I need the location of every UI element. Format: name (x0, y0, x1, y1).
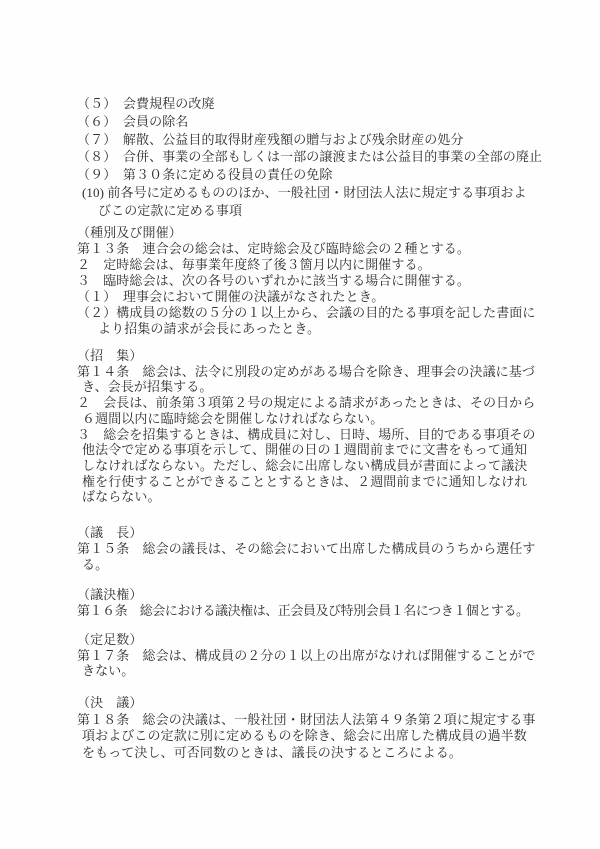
article-14-para-2-continuation: ６週間以内に臨時総会を開催しなければならない。 (82, 410, 384, 426)
item-5: （５） 会費規程の改廃 (77, 96, 215, 111)
item-8: （８） 合併、事業の全部もしくは一部の譲渡または公益目的事業の全部の廃止 (77, 149, 543, 165)
article-18-main: 第１８条 総会の決議は、一般社団・財団法人法第４９条第２項に規定する事 (77, 711, 536, 727)
article-14-main: 第１４条 総会は、法令に別段の定めがある場合を除き、理事会の決議に基づ (77, 363, 535, 379)
article-16-main: 第１６条 総会における議決権は、正会員及び特別会員１名につき１個とする。 (77, 603, 529, 618)
heading-chairperson: （議 長） (77, 525, 143, 540)
article-13-main: 第１３条 連合会の総会は、定時総会及び臨時総会の２種とする。 (77, 241, 471, 256)
article-13-item-2-continuation: より招集の請求が会長にあったとき。 (98, 321, 321, 336)
article-13-para-3: ３ 臨時総会は、次の各号のいずれかに該当する場合に開催する。 (77, 273, 471, 288)
item-6: （６） 会員の除名 (77, 113, 189, 129)
article-15-continuation: る。 (82, 557, 109, 572)
item-10: (10) 前各号に定めるもののほか、一般社団・財団法人法に規定する事項およ (82, 184, 527, 200)
section-chairperson (77, 525, 547, 573)
article-17-main: 第１７条 総会は、構成員の２分の１以上の出席がなければ開催することがで (77, 647, 536, 663)
article-18-continuation-2: をもって決し、可否同数のときは、議長の決するところによる。 (82, 744, 462, 760)
section-type-and-holding (77, 225, 547, 337)
section-quorum (77, 632, 547, 679)
item-7: （７） 解散、公益目的取得財産残額の贈与および残余財産の処分 (77, 131, 464, 147)
heading-convocation: （招 集） (77, 348, 143, 363)
item-9: （９） 第３０条に定める役員の責任の免除 (77, 167, 333, 183)
article-13-item-2: （２）構成員の総数の５分の１以上から、会議の目的たる事項を記した書面に (77, 305, 536, 320)
section-resolution (77, 695, 547, 761)
article-14-para-3-continuation-2: しなければならない。ただし、総会に出席しない構成員が書面によって議決 (82, 457, 528, 473)
article-14-para-3-continuation-1: 他法令で定める事項を示して、開催の日の１週間前までに文書をもって通知 (82, 442, 528, 458)
article-14-para-2: ２ 会長は、前条第３項第２号の規定による請求があったときは、その日から (77, 395, 536, 411)
heading-type-and-holding: （種別及び開催） (77, 225, 182, 240)
article-14-para-3-continuation-4: ばならない。 (82, 489, 161, 505)
section-voting-rights (77, 587, 547, 619)
article-15-main: 第１５条 総会の議長は、その総会において出席した構成員のうちから選任す (77, 541, 536, 556)
heading-resolution: （決 議） (77, 695, 143, 710)
article-13-para-2: ２ 定時総会は、毎事業年度終了後３箇月以内に開催する。 (77, 257, 431, 272)
heading-voting-rights: （議決権） (77, 587, 143, 602)
article-14-para-3: ３ 総会を招集するときは、構成員に対し、日時、場所、目的である事項その (77, 426, 536, 442)
article-14-para-3-continuation-3: 権を行使することができることとするときは、２週間前までに通知しなけれ (82, 473, 528, 489)
section-convocation (77, 348, 547, 505)
article-17-continuation: きない。 (82, 663, 135, 679)
article-13-item-1: （１） 理事会において開催の決議がなされたとき。 (77, 289, 385, 304)
section-numbered-items (77, 95, 547, 220)
article-14-main-continuation: き、会長が招集する。 (82, 379, 213, 395)
item-10-continuation: びこの定款に定める事項 (98, 202, 243, 218)
heading-quorum: （定足数） (77, 632, 143, 647)
article-18-continuation-1: 項およびこの定款に別に定めるものを除き、総会に出席した構成員の過半数 (82, 728, 527, 743)
